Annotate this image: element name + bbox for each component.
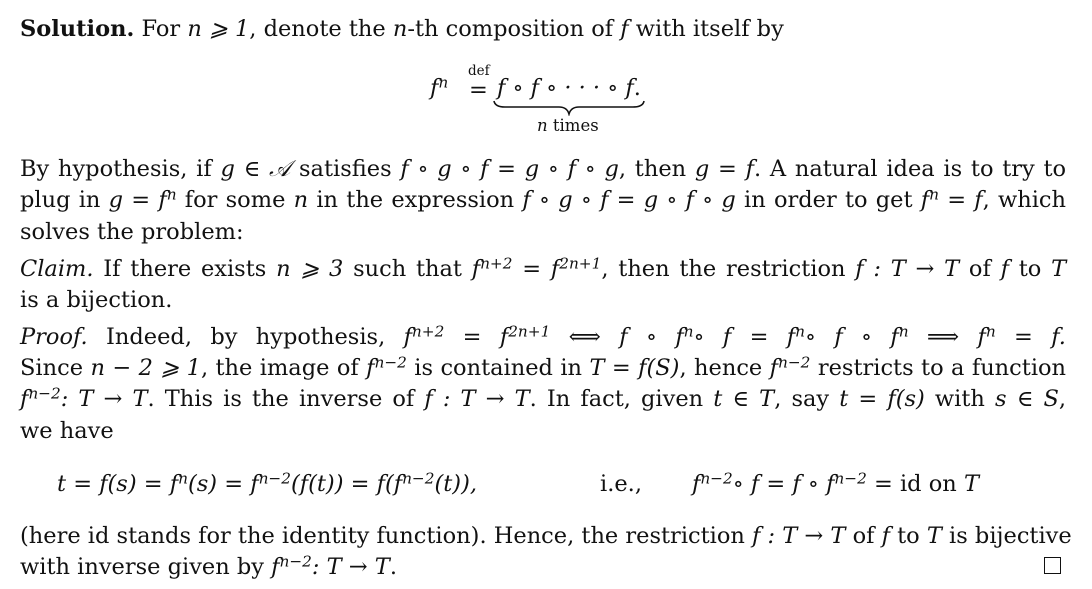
text: . In fact, given	[529, 386, 704, 412]
text: in the expression	[316, 187, 515, 213]
proof-line	[20, 385, 1066, 413]
text: of	[968, 256, 991, 282]
label-text: times	[552, 116, 599, 135]
math: f : T → T	[752, 523, 846, 549]
intro-text: -th composition of	[407, 16, 614, 42]
exponent: 2n+1	[559, 254, 602, 273]
math: : T → T	[60, 386, 148, 412]
proof-line: we have	[20, 418, 114, 444]
text: ,	[1058, 386, 1067, 412]
text: with	[934, 386, 985, 412]
text: , then the restriction	[601, 256, 846, 282]
math: T	[963, 471, 979, 497]
math: f	[769, 355, 778, 381]
text: .	[389, 554, 397, 580]
math: f : T → T	[424, 386, 530, 412]
exponent: n+2	[480, 254, 513, 273]
math: f ∘ f ∘ · · · ∘ f	[497, 75, 634, 101]
math: n	[537, 116, 548, 135]
text: such that	[353, 256, 462, 282]
intro-text: For	[141, 16, 181, 42]
math: ∘ f ∘ f	[804, 324, 899, 350]
math: n ⩾ 3	[276, 256, 344, 282]
exponent: n+2	[411, 322, 445, 341]
math: f	[881, 523, 890, 549]
exponent: n−2	[374, 353, 407, 372]
math: s ∈ S	[995, 386, 1059, 412]
math: n	[392, 16, 408, 42]
exponent: n	[438, 73, 449, 92]
text: is bijective	[949, 523, 1072, 549]
exponent: n−2	[402, 469, 435, 488]
exponent: n	[795, 322, 805, 341]
math: f	[471, 256, 481, 282]
math: f	[403, 324, 412, 350]
paragraph-line	[20, 186, 1066, 214]
exponent: n	[683, 322, 694, 341]
math: f	[430, 75, 439, 101]
exponent: n−2	[279, 552, 312, 571]
exponent: n−2	[834, 469, 867, 488]
math: n − 2 ⩾ 1	[90, 355, 201, 381]
math: ∘ f	[693, 324, 732, 350]
math: g = f	[108, 187, 167, 213]
math: (s) = f	[187, 471, 259, 497]
text: in order to get	[744, 187, 913, 213]
math: f : T → T	[855, 256, 960, 282]
math: (t)),	[434, 471, 477, 497]
exponent: n−2	[258, 469, 291, 488]
exponent: 2n+1	[508, 322, 551, 341]
math: g ∈ 𝒜	[220, 156, 291, 182]
math: =	[1014, 324, 1033, 350]
math: f.	[1051, 324, 1066, 350]
math: f ∘ f	[619, 324, 684, 350]
def-overset: def	[468, 63, 490, 79]
math: = f	[947, 187, 983, 213]
text: (here id stands for the identity function). Hence, the restriction	[20, 523, 745, 549]
text: with inverse given by	[20, 554, 265, 580]
math: = f	[522, 256, 560, 282]
exponent: n−2	[28, 384, 61, 403]
math: T	[1051, 256, 1067, 282]
text: . A natural idea is to try to	[753, 156, 1067, 182]
math: =	[462, 324, 482, 350]
text: By hypothesis, if	[20, 156, 212, 182]
exponent: n−2	[778, 353, 811, 372]
display-equation-right	[692, 470, 979, 498]
implies-symbol: ⟹	[926, 324, 960, 350]
text: for some	[184, 187, 286, 213]
underbrace	[493, 100, 645, 116]
text: , which	[982, 187, 1067, 213]
math: t = f(s) = f	[57, 471, 179, 497]
display-equation-middle: i.e.,	[600, 471, 642, 497]
exponent: n	[929, 185, 939, 204]
math: f	[366, 355, 375, 381]
math: f	[977, 324, 986, 350]
math: n ⩾ 1	[187, 16, 250, 42]
text: satisfies	[299, 156, 392, 182]
intro-text: , denote the	[249, 16, 386, 42]
claim-line	[20, 255, 1066, 283]
text: , say	[774, 386, 830, 412]
math: (f(t)) = f(f	[290, 471, 403, 497]
text: restricts to a function	[817, 355, 1067, 381]
math: t ∈ T	[713, 386, 775, 412]
text: , the image of	[200, 355, 359, 381]
math: f ∘ g ∘ f = g ∘ f ∘ g	[400, 156, 619, 182]
math: f	[920, 187, 930, 213]
underbrace-label	[537, 116, 599, 136]
exponent: n−2	[700, 469, 733, 488]
math: f	[1000, 256, 1009, 282]
solution-heading: Solution.	[20, 16, 135, 42]
math: g = f	[694, 156, 754, 182]
text: Indeed, by hypothesis,	[106, 324, 386, 350]
math: f ∘ g ∘ f = g ∘ f ∘ g	[522, 187, 736, 213]
exponent: n	[178, 469, 188, 488]
math: f	[786, 324, 796, 350]
paragraph-line: solves the problem:	[20, 219, 244, 245]
punct: .	[633, 75, 641, 101]
exponent: n	[898, 322, 909, 341]
proof-label: Proof.	[20, 324, 88, 350]
math: f	[499, 324, 509, 350]
math: T = f(S)	[589, 355, 680, 381]
claim-label: Claim.	[20, 256, 94, 282]
text: on	[928, 471, 957, 497]
display-equation-left	[57, 470, 477, 498]
proof-line	[20, 522, 1072, 550]
math: f	[620, 16, 629, 42]
proof-line	[20, 323, 1066, 351]
iff-symbol: ⟺	[568, 324, 601, 350]
math: n	[293, 187, 309, 213]
proof-line	[20, 354, 1066, 382]
claim-line: is a bijection.	[20, 287, 173, 313]
exponent: n	[166, 185, 177, 204]
math: t = f(s)	[839, 386, 925, 412]
definition-lhs	[430, 74, 448, 102]
definition-relation: =	[469, 77, 488, 103]
text: to	[897, 523, 920, 549]
math: : T → T	[311, 554, 390, 580]
text: , hence	[679, 355, 763, 381]
text: Since	[20, 355, 84, 381]
math: f	[271, 554, 280, 580]
definition-rhs	[497, 74, 641, 102]
text: , then	[618, 156, 687, 182]
math: f	[692, 471, 701, 497]
math: T	[926, 523, 942, 549]
exponent: n	[985, 322, 996, 341]
text: to	[1018, 256, 1042, 282]
text: plug in	[20, 187, 101, 213]
math: ∘ f = f ∘ f	[732, 471, 835, 497]
text: of	[852, 523, 875, 549]
intro-text: with itself by	[635, 16, 784, 42]
text: . This is the inverse of	[147, 386, 415, 412]
solution-intro	[20, 15, 1066, 43]
paragraph-line	[20, 155, 1066, 183]
math: f	[20, 386, 29, 412]
math: = id	[873, 471, 922, 497]
text: is contained in	[414, 355, 583, 381]
qed-symbol	[1044, 557, 1061, 574]
text: If there exists	[103, 256, 267, 282]
proof-line	[20, 553, 397, 581]
math: =	[749, 324, 769, 350]
